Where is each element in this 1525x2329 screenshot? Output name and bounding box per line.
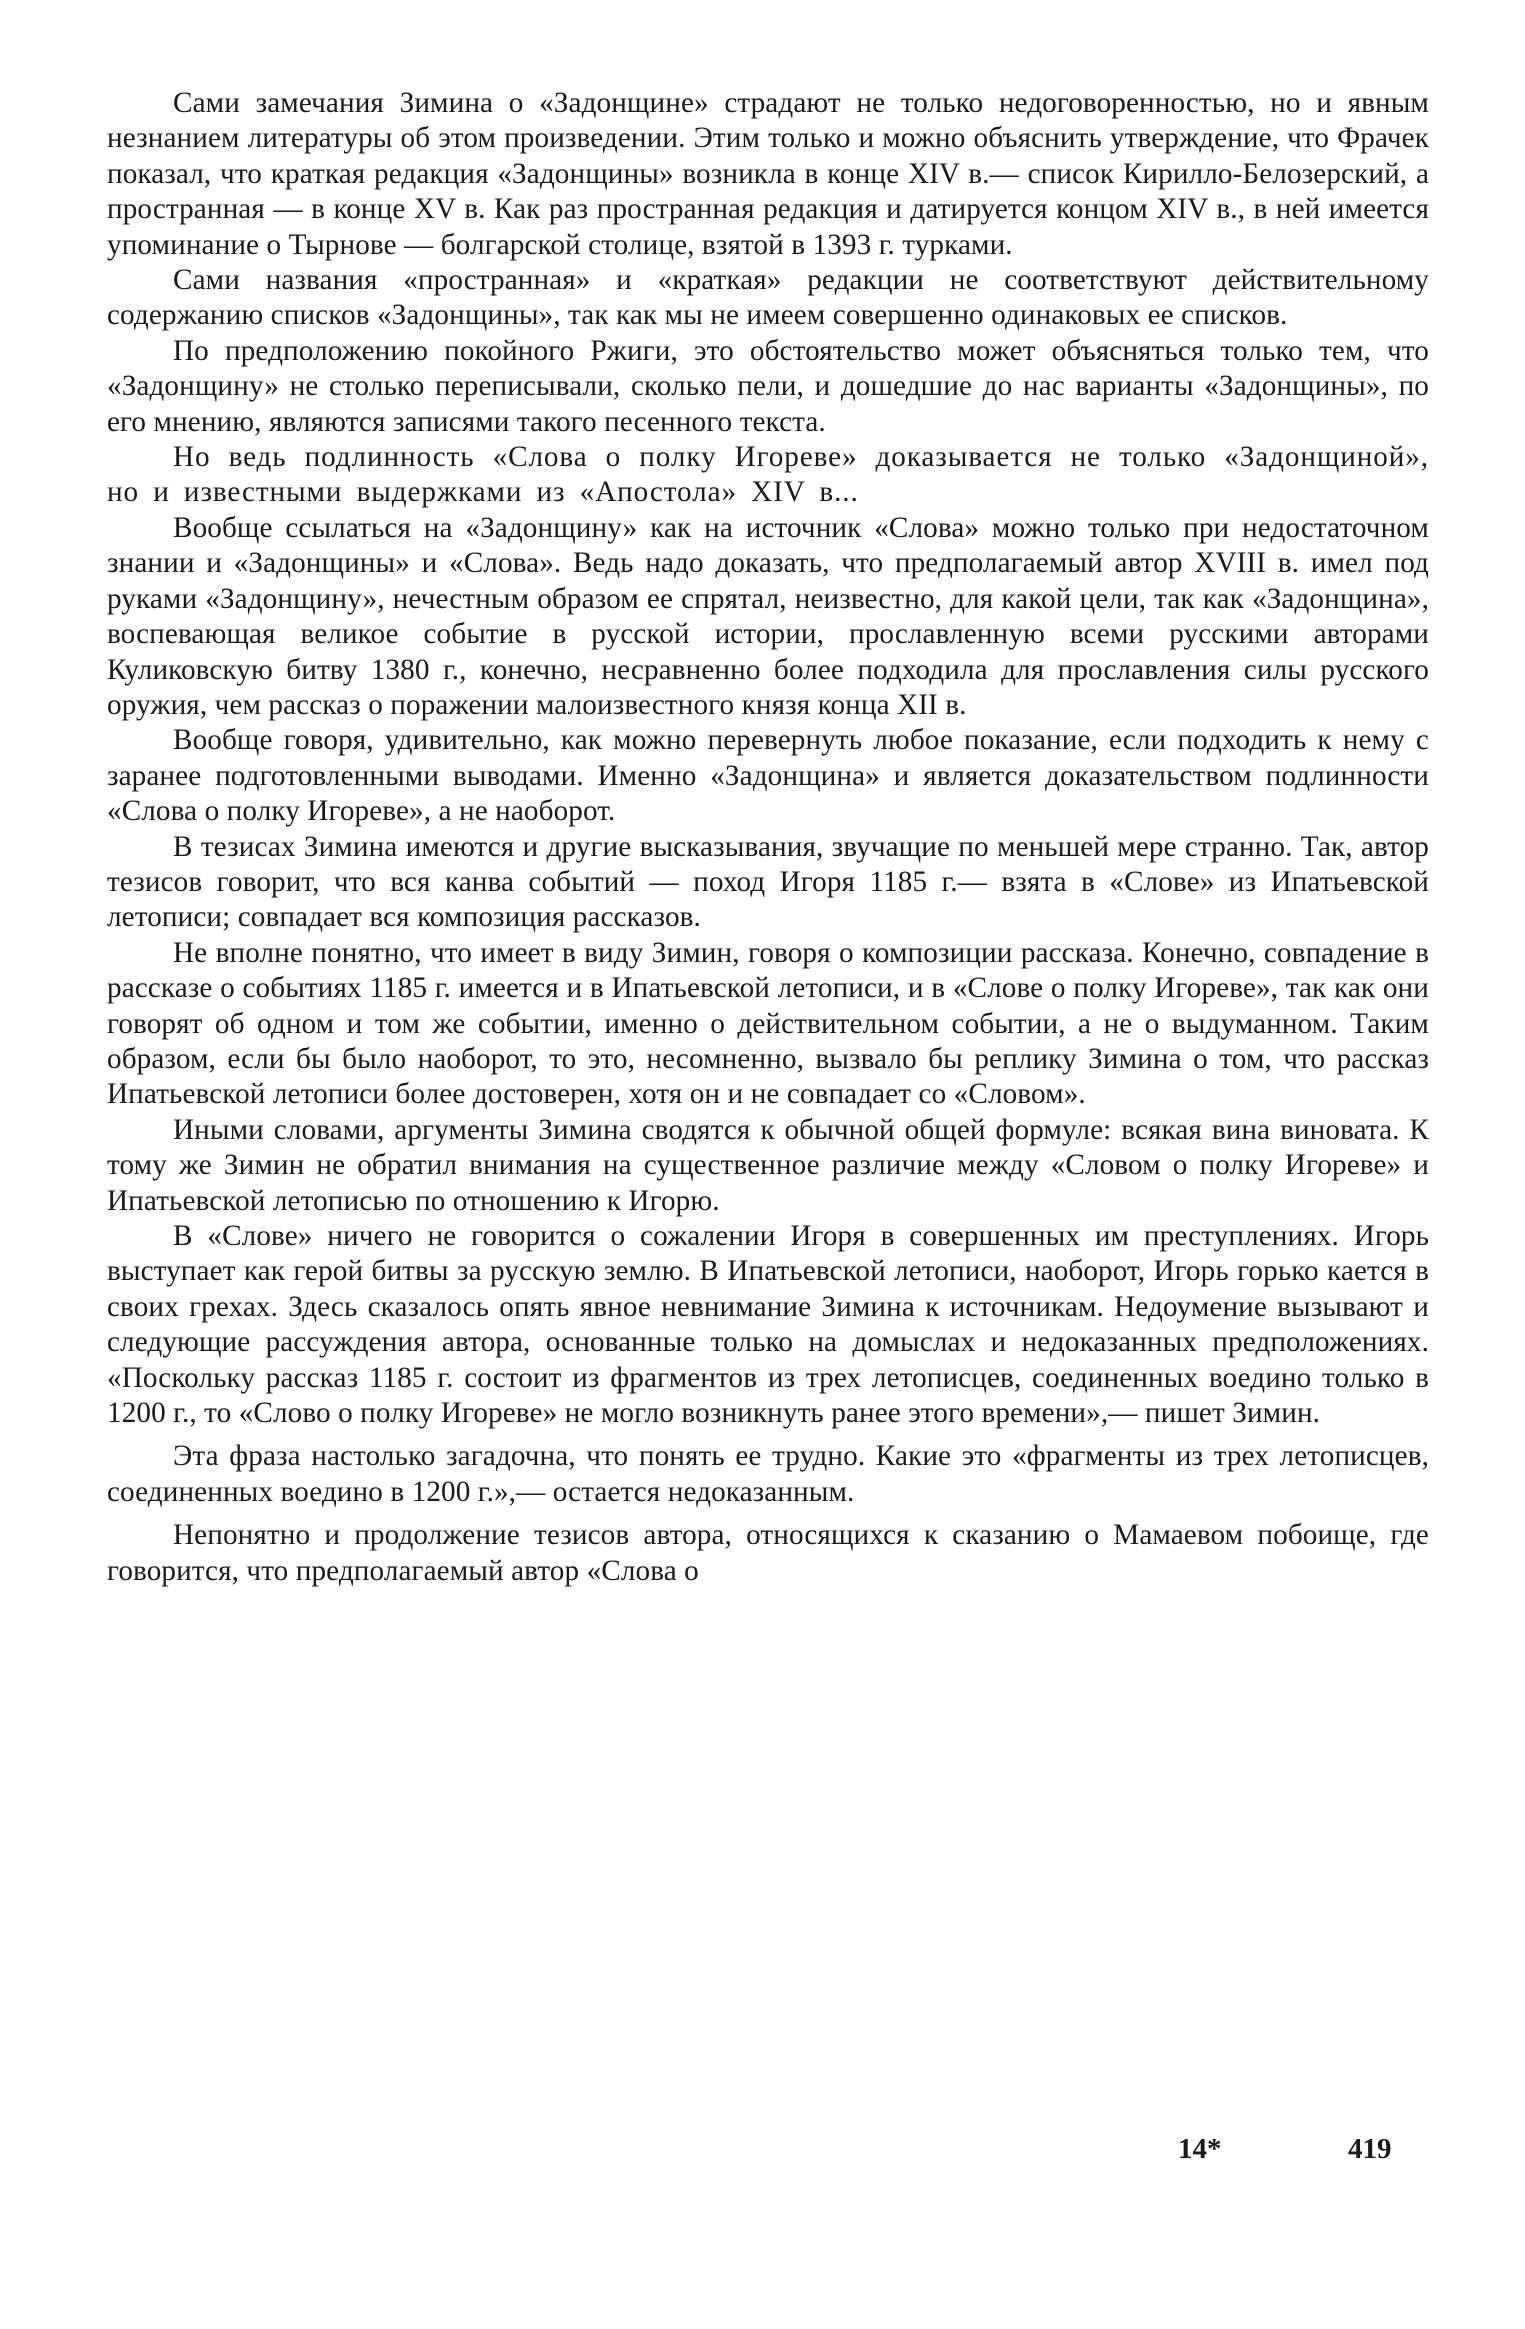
signature-mark: 14* [1178, 2133, 1222, 2165]
paragraph-12: Непонятно и продолжение тезисов автора, относящихся к сказанию о Мамаевом побоище, где говорится, что предполагаемый автор «Слова о [107, 1519, 1429, 1587]
paragraph-5: Вообще ссылаться на «Задонщину» как на источник «Слова» можно только при недостаточном знании и «Задонщины» и «Слова». Ведь надо доказать, что предполагаемый автор XVIII в. имел под руками «Задонщину», нечестным образом ее спрятал, неизвестно, для какой цели, так как «Задонщина», воспевающая великое событие в русской истории, прославленную всеми русскими авторами Куликовскую битву 1380 г., конечно, несравненно более подходила для прославления силы русского оружия, чем рассказ о поражении малоизвестного князя конца XII в. [107, 511, 1429, 721]
paragraph-10: В «Слове» ничего не говорится о сожалении Игоря в совершенных им преступлениях. Игорь выступает как герой битвы за русскую землю. В Ипатьевской летописи, наоборот, Игорь горько кается в своих грехах. Здесь сказалось опять явное невнимание Зимина к источникам. Недоумение вызывают и следующие рассуждения автора, основанные только на домыслах и недоказанных предположениях. «Поскольку рассказ 1185 г. состоит из фрагментов из трех летописцев, соединенных воедино только в 1200 г., то «Слово о полку Игореве» не могло возникнуть ранее этого времени»,— пишет Зимин. [107, 1220, 1429, 1430]
paragraph-6: Вообще говоря, удивительно, как можно перевернуть любое показание, если подходить к нему с заранее подготовленными выводами. Именно «Задонщина» и является доказательством подлинности «Слова о полку Игореве», а не наоборот. [107, 724, 1429, 828]
paragraph-11: Эта фраза настолько загадочна, что понять ее трудно. Какие это «фрагменты из трех летописцев, соединенных воедино в 1200 г.»,— остается недоказанным. [107, 1440, 1429, 1508]
paragraph-4: Но ведь подлинность «Слова о полку Игореве» доказывается не только «Задонщиной», но и известными выдержками из «Апостола» XIV в... [107, 441, 1429, 509]
page-footer [0, 2133, 1525, 2173]
paragraph-9: Иными словами, аргументы Зимина сводятся к обычной общей формуле: всякая вина виновата. К тому же Зимин не обратил внимания на существенное различие между «Словом о полку Игореве» и Ипатьевской летописью по отношению к Игорю. [107, 1113, 1429, 1217]
paragraph-3: По предположению покойного Ржиги, это обстоятельство может объясняться только тем, что «Задонщину» не столько переписывали, сколько пели, и дошедшие до нас варианты «Задонщины», по его мнению, являются записями такого песенного текста. [107, 334, 1429, 438]
paragraph-7: В тезисах Зимина имеются и другие высказывания, звучащие по меньшей мере странно. Так, автор тезисов говорит, что вся канва событий — поход Игоря 1185 г.— взята в «Слове» из Ипатьевской летописи; совпадает вся композиция рассказов. [107, 830, 1429, 934]
page-text [107, 86, 1429, 1589]
page-number: 419 [1348, 2133, 1392, 2165]
paragraph-1: Сами замечания Зимина о «Задонщине» страдают не только недоговоренностью, но и явным незнанием литературы об этом произведении. Этим только и можно объяснить утверждение, что Фрачек показал, что краткая редакция «Задонщины» возникла в конце XIV в.— список Кирилло-Белозерский, а пространная — в конце XV в. Как раз пространная редакция и датируется концом XIV в., в ней имеется упоминание о Тырнове — болгарской столице, взятой в 1393 г. турками. [107, 87, 1429, 261]
paragraph-8: Не вполне понятно, что имеет в виду Зимин, говоря о композиции рассказа. Конечно, совпадение в рассказе о событиях 1185 г. имеется и в Ипатьевской летописи, и в «Слове о полку Игореве», так как они говорят об одном и том же событии, именно о действительном событии, а не о выдуманном. Таким образом, если бы было наоборот, то это, несомненно, вызвало бы реплику Зимина о том, что рассказ Ипатьевской летописи более достоверен, хотя он и не совпадает со «Словом». [107, 936, 1429, 1111]
paragraph-2: Сами названия «пространная» и «краткая» редакции не соответствуют действительному содержанию списков «Задонщины», так как мы не имеем совершенно одинаковых ее списков. [107, 264, 1429, 332]
